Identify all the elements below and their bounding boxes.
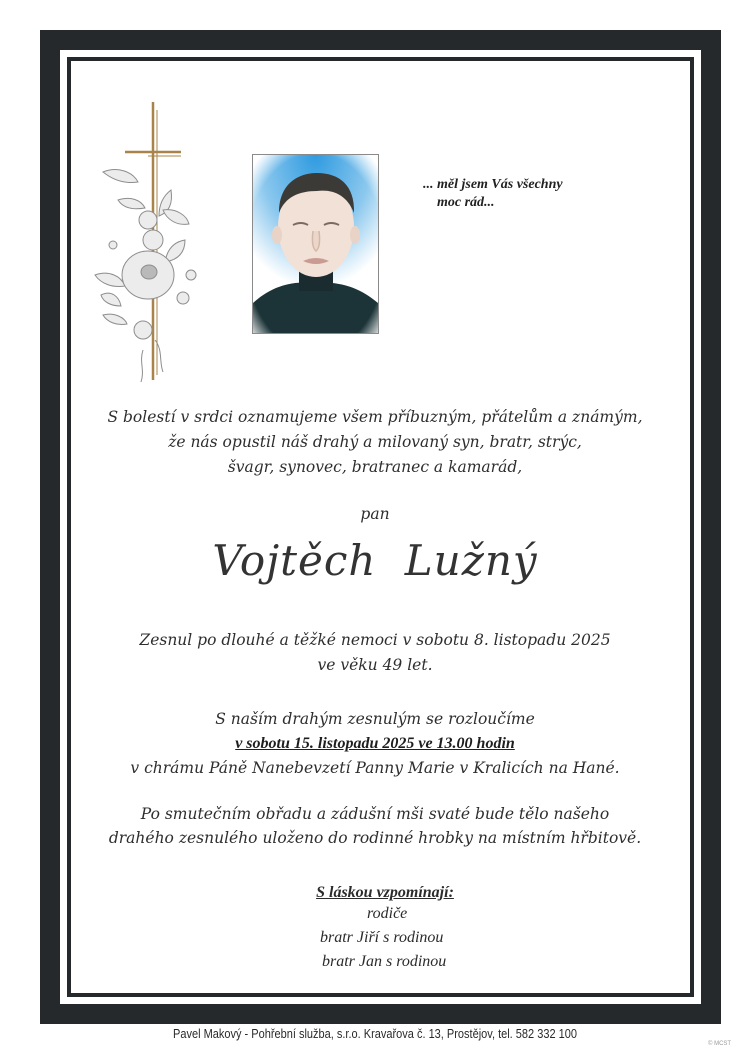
mourner: bratr Jiří s rodinou [320, 929, 444, 946]
intro-line: švagr, synovec, bratranec a kamarád, [227, 458, 523, 476]
announcement-intro [60, 405, 690, 480]
age-line: ve věku 49 let. [317, 656, 433, 674]
farewell-info [60, 707, 690, 780]
intro-line: S bolestí v srdci oznamujeme všem příbuzným, přátelům a známým, [107, 408, 643, 426]
salutation: pan [360, 505, 390, 523]
motto-line: moc rád... [437, 195, 495, 210]
mourners-heading: S láskou vzpomínají: [316, 884, 454, 901]
death-line: Zesnul po dlouhé a těžké nemoci v sobotu 8. listopadu 2025 [139, 631, 611, 649]
farewell-line: S naším drahým zesnulým se rozloučíme [215, 710, 535, 728]
portrait-image [253, 155, 378, 333]
death-info [60, 628, 690, 678]
copyright-mark: © MCST [708, 1041, 732, 1047]
intro-line: že nás opustil náš drahý a milovaný syn, bratr, strýc, [168, 433, 582, 451]
burial-info [60, 802, 690, 850]
funeral-service-footer: Pavel Makový - Pohřební služba, s.r.o. Kravařova č. 13, Prostějov, tel. 582 332 100 [173, 1027, 577, 1041]
motto-line: ... měl jsem Vás všechny [423, 177, 563, 192]
ceremony-place: v chrámu Páně Nanebevzetí Panny Marie v Kralicích na Hané. [130, 759, 620, 777]
deceased-name: Vojtěch Lužný [212, 536, 538, 585]
mourners-section [300, 884, 500, 974]
portrait-photo [252, 154, 379, 334]
mourner: rodiče [367, 905, 408, 922]
ceremony-date-time: v sobotu 15. listopadu 2025 ve 13.00 hodin [235, 735, 515, 752]
burial-line: drahého zesnulého uloženo do rodinné hrobky na místním hřbitově. [108, 829, 642, 847]
motto-quote [423, 176, 603, 212]
mourner: bratr Jan s rodinou [322, 953, 447, 970]
cross-flower-icon [93, 100, 208, 390]
burial-line: Po smutečním obřadu a zádušní mši svaté bude tělo našeho [140, 805, 610, 823]
